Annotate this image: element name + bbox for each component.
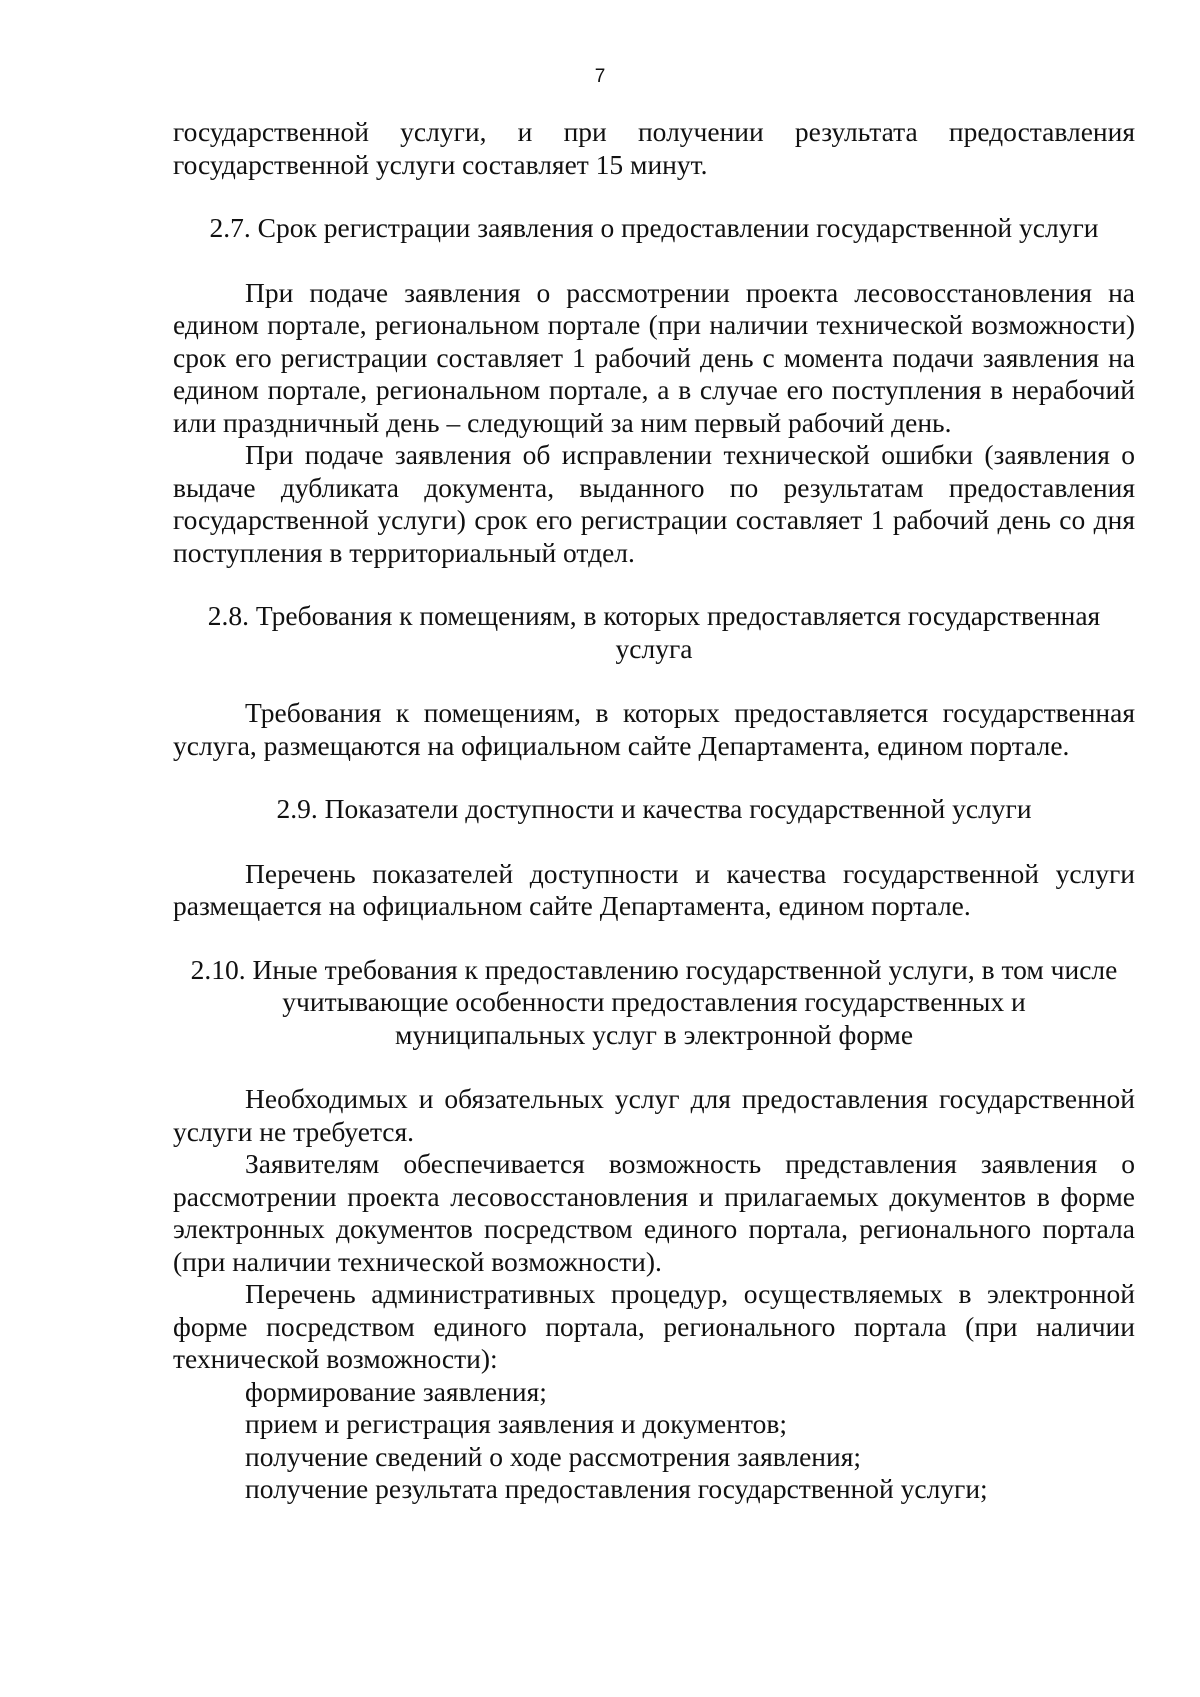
- section-heading-2-9: 2.9. Показатели доступности и качества государственной услуги: [276, 793, 1032, 824]
- page-number: 7: [594, 66, 606, 87]
- paragraph-2-10-procedures-intro: Перечень административных процедур, осуществляемых в электронной форме посредством единого портала, регионального портала (при наличии технической возможности):: [173, 1278, 1135, 1374]
- paragraph-2-7-registration-portal: При подаче заявления о рассмотрении проекта лесовосстановления на едином портале, региональном портале (при наличии технической возможности) срок его регистрации составляет 1 рабочий день с момента подачи заявления на едином портале, региональном портале, а в случае его поступления в нерабочий или праздничный день – следующий за ним первый рабочий день.: [173, 276, 1135, 438]
- document-body: [173, 116, 1135, 1506]
- list-item: прием и регистрация заявления и документов;: [245, 1408, 787, 1439]
- paragraph-2-10-electronic-submission: Заявителям обеспечивается возможность представления заявления о рассмотрении проекта лесовосстановления и прилагаемых документов в форме электронных документов посредством единого портала, регионального портала (при наличии технической возможности).: [173, 1148, 1135, 1277]
- list-item: получение результата предоставления государственной услуги;: [245, 1473, 988, 1504]
- section-heading-2-10-line-1: 2.10. Иные требования к предоставлению государственной услуги, в том числе: [190, 953, 1118, 985]
- section-heading-2-10: [173, 954, 1135, 1052]
- paragraph-2-9-indicators: Перечень показателей доступности и качества государственной услуги размещается на официальном сайте Департамента, едином портале.: [173, 857, 1135, 921]
- paragraph-2-10-no-services: Необходимых и обязательных услуг для предоставления государственной услуги не требуется.: [173, 1083, 1135, 1147]
- list-item: получение сведений о ходе рассмотрения заявления;: [245, 1440, 861, 1472]
- section-heading-2-10-line-2: учитывающие особенности предоставления государственных и: [282, 986, 1026, 1017]
- section-heading-2-8: 2.8. Требования к помещениям, в которых предоставляется государственная услуга: [207, 600, 1101, 664]
- list-item: формирование заявления;: [245, 1375, 547, 1407]
- paragraph-2-7-registration-correction: При подаче заявления об исправлении технической ошибки (заявления о выдаче дубликата документа, выданного по результатам предоставления государственной услуги) срок его регистрации составляет 1 рабочий день со дня поступления в территориальный отдел.: [173, 439, 1135, 568]
- paragraph-continuation: государственной услуги, и при получении результата предоставления государственной услуги составляет 15 минут.: [173, 116, 1135, 180]
- section-heading-2-10-line-3: муниципальных услуг в электронной форме: [394, 1018, 914, 1050]
- section-heading-2-7: 2.7. Срок регистрации заявления о предоставлении государственной услуги: [209, 212, 1099, 243]
- paragraph-2-8-premises: Требования к помещениям, в которых предоставляется государственная услуга, размещаются на официальном сайте Департамента, едином портале.: [173, 697, 1135, 761]
